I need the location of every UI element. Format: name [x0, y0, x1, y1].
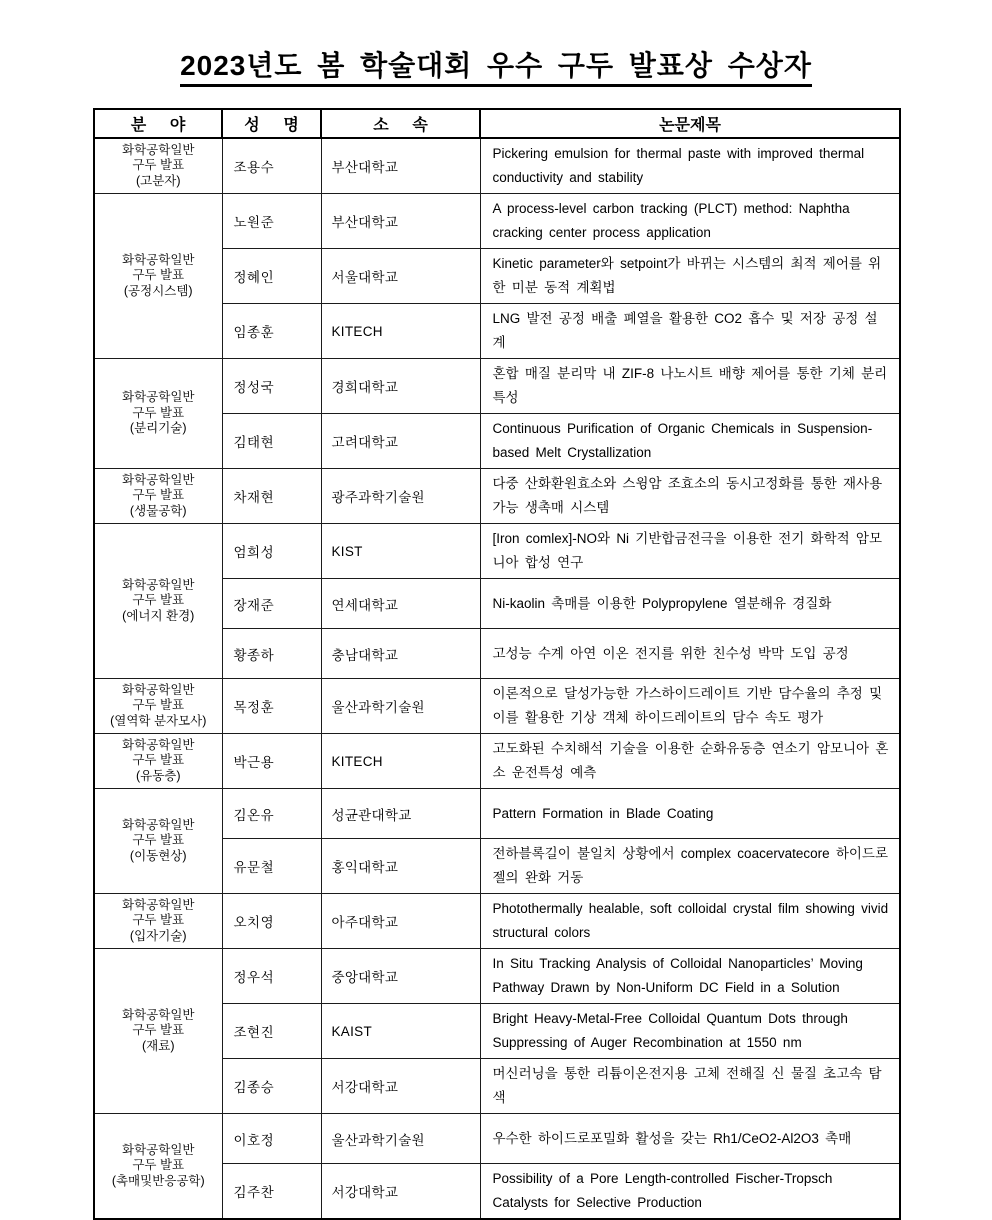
aff-cell: 서강대학교: [321, 1164, 480, 1220]
aff-cell: 중앙대학교: [321, 949, 480, 1004]
title-cell: Pattern Formation in Blade Coating: [480, 789, 900, 839]
table-row: [94, 194, 900, 249]
field-line: 화학공학일반: [122, 897, 195, 912]
field-cell: [94, 679, 222, 734]
table-row: [94, 734, 900, 789]
title-cell: 전하블록길이 불일치 상황에서 complex coacervatecore 하이드로젤의 완화 거동: [480, 839, 900, 894]
field-line: 구두 발표: [132, 913, 185, 928]
name-cell: 조용수: [222, 138, 321, 194]
field-line: 화학공학일반: [122, 472, 195, 487]
name-cell: 김태현: [222, 414, 321, 469]
title-cell: Continuous Purification of Organic Chemicals in Suspension-based Melt Crystallization: [480, 414, 900, 469]
field-cell: [94, 138, 222, 194]
name-cell: 정우석: [222, 949, 321, 1004]
column-header-name: 성 명: [222, 109, 321, 138]
column-header-field: 분 야: [94, 109, 222, 138]
title-cell: Kinetic parameter와 setpoint가 바뀌는 시스템의 최적 제어를 위한 미분 동적 계획법: [480, 249, 900, 304]
awards-table: [93, 108, 901, 1220]
aff-cell: KIST: [321, 524, 480, 579]
aff-cell: 경희대학교: [321, 359, 480, 414]
field-line: (촉매및반응공학): [111, 1173, 205, 1188]
field-line: 구두 발표: [132, 698, 185, 713]
field-line: 화학공학일반: [122, 577, 195, 592]
field-line: 구두 발표: [132, 1023, 185, 1038]
aff-cell: 부산대학교: [321, 194, 480, 249]
aff-cell: 서울대학교: [321, 249, 480, 304]
aff-cell: 서강대학교: [321, 1059, 480, 1114]
field-line: 구두 발표: [132, 158, 185, 173]
field-line: (입자기술): [129, 928, 187, 943]
title-cell: Pickering emulsion for thermal paste with improved thermal conductivity and stability: [480, 138, 900, 194]
name-cell: 이호정: [222, 1114, 321, 1164]
aff-cell: 홍익대학교: [321, 839, 480, 894]
table-row: [94, 894, 900, 949]
name-cell: 박근용: [222, 734, 321, 789]
table-row: [94, 949, 900, 1004]
table-row: [94, 524, 900, 579]
table-row: [94, 138, 900, 194]
field-line: (고분자): [135, 173, 181, 188]
field-line: (유동층): [135, 768, 181, 783]
name-cell: 차재현: [222, 469, 321, 524]
name-cell: 엄희성: [222, 524, 321, 579]
aff-cell: 부산대학교: [321, 138, 480, 194]
column-header-paper-title: 논문제목: [480, 109, 900, 138]
title-cell: 우수한 하이드로포밀화 활성을 갖는 Rh1/CeO2-Al2O3 촉매: [480, 1114, 900, 1164]
table-header-row: [94, 109, 900, 138]
field-line: 구두 발표: [132, 753, 185, 768]
aff-cell: 아주대학교: [321, 894, 480, 949]
table-header: [94, 109, 900, 138]
field-line: 구두 발표: [132, 1158, 185, 1173]
field-cell: [94, 734, 222, 789]
field-line: 화학공학일반: [122, 1007, 195, 1022]
field-line: (생물공학): [129, 503, 187, 518]
field-cell: [94, 1114, 222, 1220]
field-line: (공정시스템): [123, 283, 193, 298]
field-line: 화학공학일반: [122, 390, 195, 405]
name-cell: 오치영: [222, 894, 321, 949]
field-line: 구두 발표: [132, 593, 185, 608]
aff-cell: 광주과학기술원: [321, 469, 480, 524]
name-cell: 노원준: [222, 194, 321, 249]
name-cell: 김종승: [222, 1059, 321, 1114]
field-line: (이동현상): [129, 848, 187, 863]
name-cell: 유문철: [222, 839, 321, 894]
field-line: 화학공학일반: [122, 817, 195, 832]
field-line: 구두 발표: [132, 268, 185, 283]
title-cell: Ni-kaolin 촉매를 이용한 Polypropylene 열분해유 경질화: [480, 579, 900, 629]
field-line: 화학공학일반: [122, 737, 195, 752]
name-cell: 황종하: [222, 629, 321, 679]
field-cell: [94, 949, 222, 1114]
aff-cell: 고려대학교: [321, 414, 480, 469]
title-cell: Possibility of a Pore Length-controlled Fischer-Tropsch Catalysts for Selective Production: [480, 1164, 900, 1220]
table-row: [94, 469, 900, 524]
aff-cell: 울산과학기술원: [321, 679, 480, 734]
aff-cell: 울산과학기술원: [321, 1114, 480, 1164]
field-line: (에너지 환경): [122, 608, 195, 623]
field-cell: [94, 524, 222, 679]
aff-cell: 성균관대학교: [321, 789, 480, 839]
aff-cell: 충남대학교: [321, 629, 480, 679]
title-cell: Photothermally healable, soft colloidal crystal film showing vivid structural colors: [480, 894, 900, 949]
field-cell: [94, 469, 222, 524]
field-line: 화학공학일반: [122, 682, 195, 697]
field-line: 구두 발표: [132, 833, 185, 848]
title-cell: [Iron comlex]-NO와 Ni 기반합금전극을 이용한 전기 화학적 암모니아 합성 연구: [480, 524, 900, 579]
column-header-affiliation: 소 속: [321, 109, 480, 138]
field-cell: [94, 194, 222, 359]
name-cell: 임종훈: [222, 304, 321, 359]
page-title: [93, 44, 899, 84]
table-row: [94, 789, 900, 839]
aff-cell: KAIST: [321, 1004, 480, 1059]
field-line: 구두 발표: [132, 405, 185, 420]
title-cell: 머신러닝을 통한 리튬이온전지용 고체 전해질 신 물질 초고속 탐색: [480, 1059, 900, 1114]
title-cell: Bright Heavy-Metal-Free Colloidal Quantum Dots through Suppressing of Auger Recombination at 1550 nm: [480, 1004, 900, 1059]
title-cell: In Situ Tracking Analysis of Colloidal Nanoparticles’ Moving Pathway Drawn by Non-Uniform DC Field in a Solution: [480, 949, 900, 1004]
table-row: [94, 359, 900, 414]
field-cell: [94, 789, 222, 894]
aff-cell: KITECH: [321, 734, 480, 789]
name-cell: 정혜인: [222, 249, 321, 304]
title-cell: 고성능 수계 아연 이온 전지를 위한 친수성 박막 도입 공정: [480, 629, 900, 679]
field-line: (분리기술): [129, 421, 187, 436]
name-cell: 김온유: [222, 789, 321, 839]
aff-cell: KITECH: [321, 304, 480, 359]
field-line: (재료): [142, 1038, 175, 1053]
table-row: [94, 1114, 900, 1164]
name-cell: 조현진: [222, 1004, 321, 1059]
table-row: [94, 679, 900, 734]
name-cell: 김주찬: [222, 1164, 321, 1220]
name-cell: 장재준: [222, 579, 321, 629]
title-cell: LNG 발전 공정 배출 폐열을 활용한 CO2 흡수 및 저장 공정 설계: [480, 304, 900, 359]
title-cell: 이론적으로 달성가능한 가스하이드레이트 기반 담수율의 추정 및 이를 활용한 기상 객체 하이드레이트의 담수 속도 평가: [480, 679, 900, 734]
title-cell: 혼합 매질 분리막 내 ZIF-8 나노시트 배향 제어를 통한 기체 분리 특성: [480, 359, 900, 414]
field-line: 화학공학일반: [122, 142, 195, 157]
name-cell: 목정훈: [222, 679, 321, 734]
table-body: [94, 138, 900, 1219]
title-cell: A process-level carbon tracking (PLCT) method: Naphtha cracking center process application: [480, 194, 900, 249]
field-line: 구두 발표: [132, 488, 185, 503]
field-line: 화학공학일반: [122, 252, 195, 267]
page-title-text: 2023년도 봄 학술대회 우수 구두 발표상 수상자: [180, 50, 812, 87]
field-line: 화학공학일반: [122, 1142, 195, 1157]
title-cell: 고도화된 수치해석 기술을 이용한 순화유동층 연소기 암모니아 혼소 운전특성 예측: [480, 734, 900, 789]
aff-cell: 연세대학교: [321, 579, 480, 629]
field-cell: [94, 894, 222, 949]
title-cell: 다중 산화환원효소와 스윙암 조효소의 동시고정화를 통한 재사용 가능 생촉매 시스템: [480, 469, 900, 524]
field-cell: [94, 359, 222, 469]
field-line: (열역학 분자모사): [110, 713, 207, 728]
name-cell: 정성국: [222, 359, 321, 414]
